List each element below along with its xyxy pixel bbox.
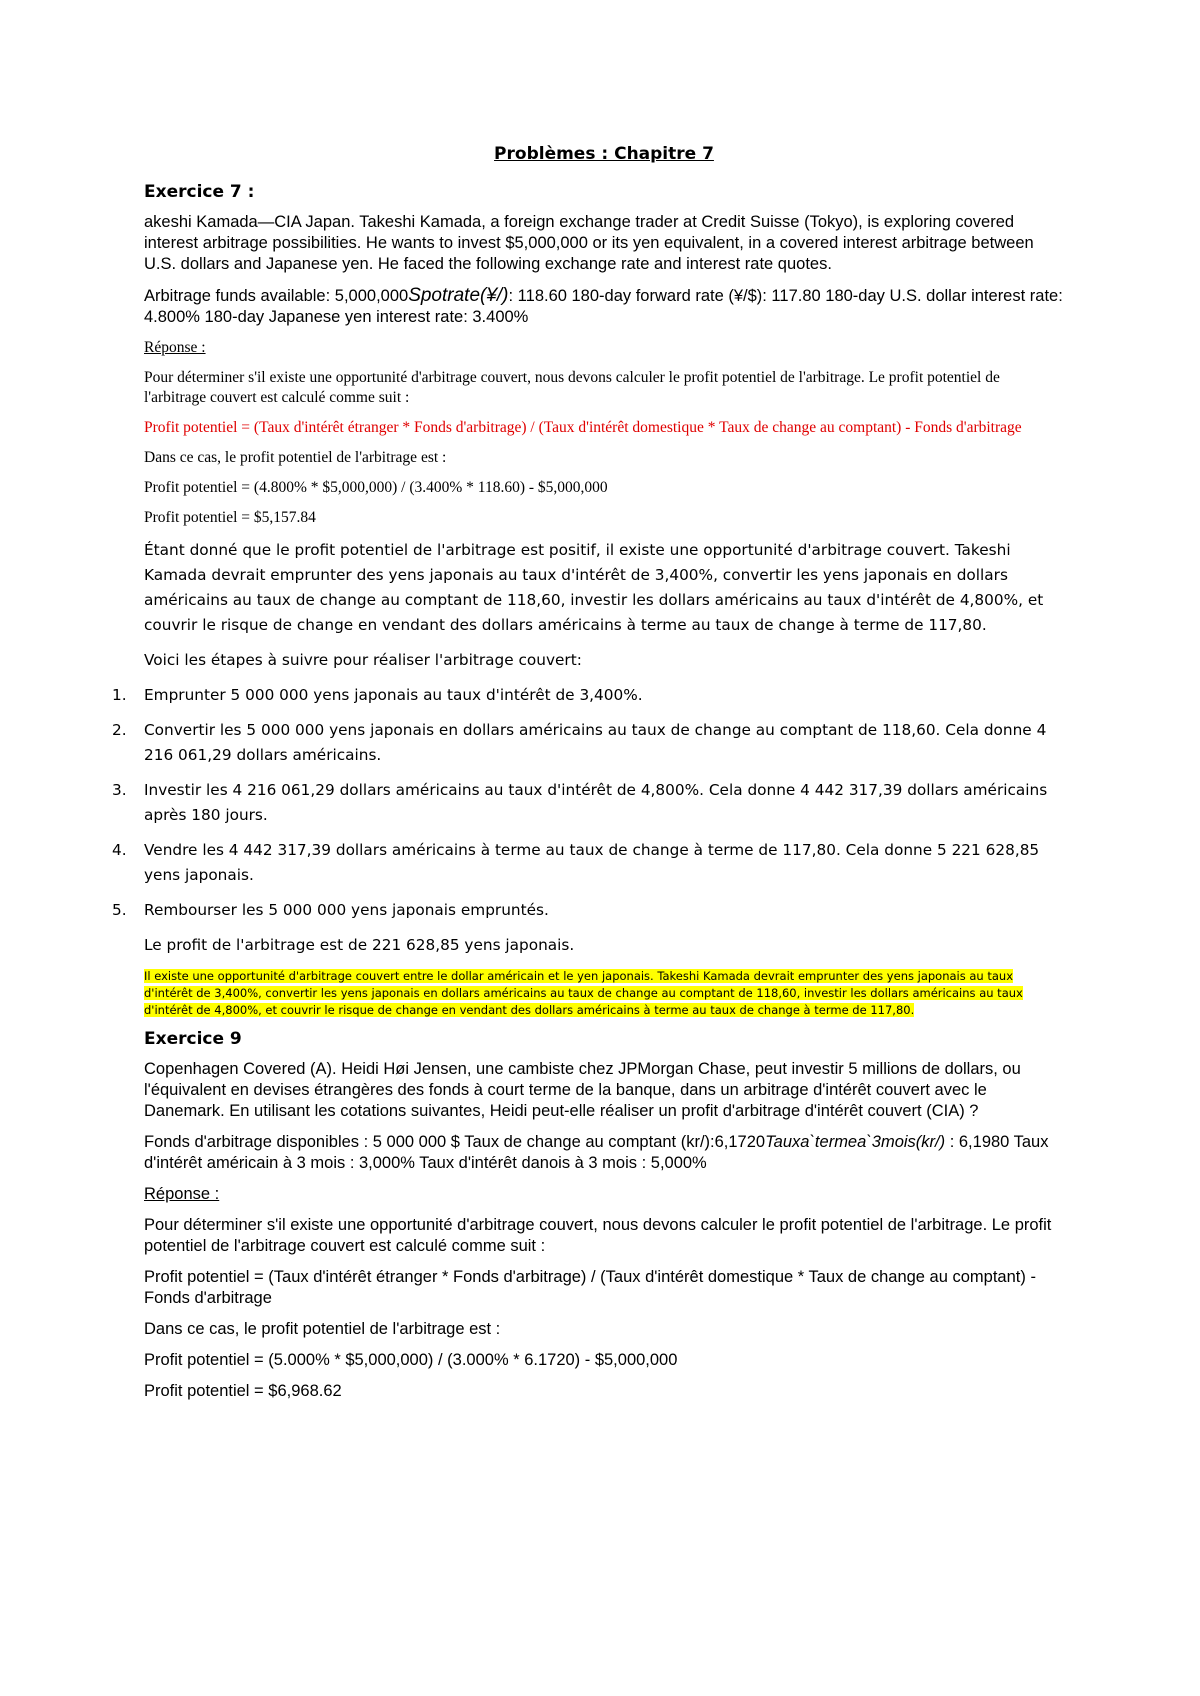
exercise-9-calc1: Profit potentiel = (5.000% * $5,000,000) / (3.000% * 6.1720) - $5,000,000 (144, 1351, 678, 1369)
exercise-7-formula: Profit potentiel = (Taux d'intérêt étranger * Fonds d'arbitrage) / (Taux d'intérêt domestique * Taux de change au comptant) - Fonds d'arbitrage (144, 419, 1022, 436)
quotes-rest: : 6,1980 Taux d'intérêt américain à 3 mois : 3,000% Taux d'intérêt danois à 3 mois : 5,000% (144, 1133, 1049, 1172)
quotes-rest: : 118.60 180-day forward rate (¥/$): 117.80 180-day U.S. dollar interest rate: 4.800% 180-day Japanese yen interest rate: 3.400% (144, 287, 1063, 326)
exercise-9-response-label: Réponse : (144, 1185, 220, 1203)
list-text: Investir les 4 216 061,29 dollars américains au taux d'intérêt de 4,800%. Cela donne 4 442 317,39 dollars américains après 180 jours. (144, 781, 1048, 824)
list-text: Rembourser les 5 000 000 yens japonais empruntés. (144, 901, 549, 919)
list-number: 2. (112, 721, 127, 739)
exercise-9-calc2: Profit potentiel = $6,968.62 (144, 1382, 342, 1400)
list-item (112, 683, 1064, 708)
exercise-9-para2: Dans ce cas, le profit potentiel de l'arbitrage est : (144, 1320, 501, 1338)
exercise-7-para2: Dans ce cas, le profit potentiel de l'arbitrage est : (144, 449, 447, 466)
exercise-7-steps (112, 683, 1064, 923)
exercise-7-para3: Étant donné que le profit potentiel de l'arbitrage est positif, il existe une opportunité d'arbitrage couvert. Takeshi Kamada devrait emprunter des yens japonais au taux d'intérêt de 3,400%, convertir les yens japonais en dollars américains au taux de change au comptant de 118,60, investir les dollars américains au taux d'intérêt de 4,800%, et couvrir le risque de change en vendant des dollars américains à terme au taux de change à terme de 117,80. (144, 541, 1044, 634)
exercise-7-calc1: Profit potentiel = (4.800% * $5,000,000) / (3.400% * 118.60) - $5,000,000 (144, 479, 608, 496)
list-item (112, 838, 1064, 888)
quotes-forward-rate: Tauxa`termea`3mois(kr/) (765, 1133, 946, 1151)
exercise-7-highlight (144, 968, 1064, 1019)
page-title: Problèmes : Chapitre 7 (494, 144, 714, 164)
document-content (112, 144, 1064, 1412)
exercise-7-heading: Exercice 7 : (144, 182, 255, 202)
list-number: 4. (112, 841, 127, 859)
exercise-9-heading: Exercice 9 (144, 1029, 242, 1049)
exercise-7-quotes (144, 285, 1064, 328)
quotes-spot-rate: Spotrate(¥/) (408, 285, 509, 306)
list-number: 1. (112, 686, 127, 704)
list-item (112, 718, 1064, 768)
list-text: Vendre les 4 442 317,39 dollars américains à terme au taux de change à terme de 117,80. Cela donne 5 221 628,85 yens japonais. (144, 841, 1040, 884)
exercise-9-quotes (144, 1132, 1064, 1174)
exercise-9-intro: Copenhagen Covered (A). Heidi Høi Jensen, une cambiste chez JPMorgan Chase, peut investir 5 millions de dollars, ou l'équivalent en devises étrangères des fonds à court terme de la banque, dans un arbitrage d'intérêt couvert avec le Danemark. En utilisant les cotations suivantes, Heidi peut-elle réaliser un profit d'arbitrage d'intérêt couvert (CIA) ? (144, 1060, 1021, 1120)
exercise-7-steps-intro: Voici les étapes à suivre pour réaliser l'arbitrage couvert: (144, 651, 582, 669)
list-number: 3. (112, 781, 127, 799)
quotes-funds: Fonds d'arbitrage disponibles : 5 000 000 $ Taux de change au comptant (kr/):6,1720 (144, 1133, 766, 1151)
exercise-7-intro: akeshi Kamada—CIA Japan. Takeshi Kamada, a foreign exchange trader at Credit Suisse (Tokyo), is exploring covered interest arbitrage possibilities. He wants to invest $5,000,000 or its yen equivalent, in a covered interest arbitrage between U.S. dollars and Japanese yen. He faced the following exchange rate and interest rate quotes. (144, 213, 1034, 273)
quotes-funds: Arbitrage funds available: 5,000,000 (144, 287, 409, 305)
exercise-9-formula: Profit potentiel = (Taux d'intérêt étranger * Fonds d'arbitrage) / (Taux d'intérêt domestique * Taux de change au comptant) - Fonds d'arbitrage (144, 1268, 1036, 1307)
list-item (112, 778, 1064, 828)
highlight-text: Il existe une opportunité d'arbitrage couvert entre le dollar américain et le yen japonais. Takeshi Kamada devrait emprunter des yens japonais au taux d'intérêt de 3,400%, convertir les yens japonais en dollars américains au taux de change au comptant de 118,60, investir les dollars américains au taux d'intérêt de 4,800%, et couvrir le risque de change en vendant des dollars américains à terme au taux de change à terme de 117,80. (144, 969, 1023, 1017)
list-number: 5. (112, 901, 127, 919)
exercise-7-response-label: Réponse : (144, 339, 206, 356)
exercise-7-profit-line: Le profit de l'arbitrage est de 221 628,85 yens japonais. (144, 936, 575, 954)
exercise-9-para1: Pour déterminer s'il existe une opportunité d'arbitrage couvert, nous devons calculer le profit potentiel de l'arbitrage. Le profit potentiel de l'arbitrage couvert est calculé comme suit : (144, 1216, 1052, 1255)
exercise-7-calc2: Profit potentiel = $5,157.84 (144, 509, 316, 526)
list-text: Emprunter 5 000 000 yens japonais au taux d'intérêt de 3,400%. (144, 686, 643, 704)
list-text: Convertir les 5 000 000 yens japonais en dollars américains au taux de change au comptant de 118,60. Cela donne 4 216 061,29 dollars américains. (144, 721, 1047, 764)
list-item (112, 898, 1064, 923)
exercise-7-para1: Pour déterminer s'il existe une opportunité d'arbitrage couvert, nous devons calculer le profit potentiel de l'arbitrage. Le profit potentiel de l'arbitrage couvert est calculé comme suit : (144, 369, 1000, 406)
